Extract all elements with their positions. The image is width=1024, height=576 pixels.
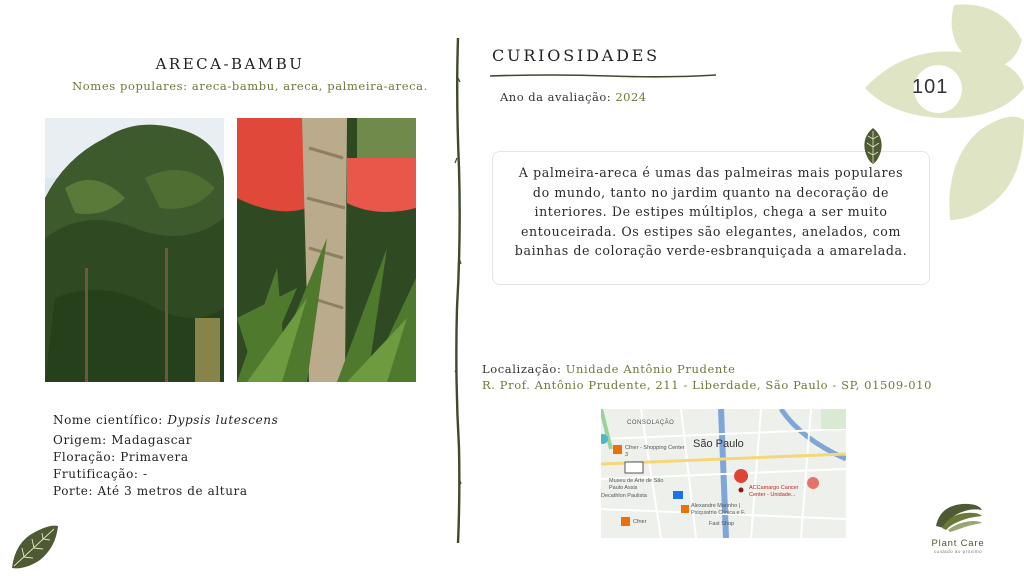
location-map[interactable] xyxy=(601,409,846,538)
brand-name: Plant Care xyxy=(931,538,985,549)
map-label-mall: Cfner - Shopping Center 3 xyxy=(625,445,685,458)
popular-names-label: Nomes populares: xyxy=(72,79,188,93)
evaluation-year xyxy=(500,90,647,104)
decorative-leaves xyxy=(850,0,1024,230)
map-label-district: CONSOLAÇÃO xyxy=(627,420,675,426)
popular-names xyxy=(40,79,460,93)
plant-title: ARECA-BAMBU xyxy=(155,55,305,73)
location-line xyxy=(482,361,932,377)
brand-tagline: cuidado ao próximo xyxy=(933,549,983,554)
plant-facts xyxy=(53,412,278,500)
map-label-decathlon: Decathlon Paulista xyxy=(601,493,647,499)
plant-photo-canopy xyxy=(45,118,224,382)
brand-logo-icon xyxy=(932,500,984,532)
plant-size: Porte: Até 3 metros de altura xyxy=(53,484,248,498)
location-address: R. Prof. Antônio Prudente, 211 - Liberdade, São Paulo - SP, 01509-010 xyxy=(482,378,932,392)
location-label: Localização: xyxy=(482,362,562,376)
map-label-cancer-center: ACCamargo Cancer Center - Unidade... xyxy=(749,485,799,498)
map-label-hospital: Alexandre Marinho | Psiquiatria Clínica e F. xyxy=(691,503,746,516)
page-number-badge: 101 xyxy=(912,76,949,98)
popular-names-value: areca-bambu, areca, palmeira-areca. xyxy=(191,79,428,93)
map-label-cfner: Cfner xyxy=(633,519,647,525)
location xyxy=(482,361,932,393)
map-label-fast-shop: Fast Shop xyxy=(709,521,735,527)
evaluation-year-label: Ano da avaliação: xyxy=(500,90,612,104)
brand-logo xyxy=(920,500,996,560)
leaf-icon xyxy=(862,127,884,165)
fruiting: Frutificação: - xyxy=(53,467,148,481)
plant-photo-trunk xyxy=(237,118,416,382)
flowering: Floração: Primavera xyxy=(53,450,189,464)
curiosities-underline xyxy=(490,66,716,76)
corner-leaf-icon xyxy=(10,522,60,570)
evaluation-year-value: 2024 xyxy=(615,90,647,104)
vertical-divider xyxy=(450,38,466,543)
curiosities-title: CURIOSIDADES xyxy=(492,46,660,65)
curiosities-text: A palmeira-areca é umas das palmeiras mais populares do mundo, tanto no jardim quanto na decoração de interiores. De estipes múltiplos, chega a ser muito entouceirada. Os estipes são elegantes, anelados, com bainhas de coloração verde-esbranquiçada a amarelada. xyxy=(492,151,930,285)
location-unit: Unidade Antônio Prudente xyxy=(565,362,736,376)
scientific-name-label: Nome científico: xyxy=(53,413,163,427)
scientific-name-value: Dypsis lutescens xyxy=(167,413,279,427)
origin: Origem: Madagascar xyxy=(53,433,193,447)
map-label-city: São Paulo xyxy=(693,438,744,450)
map-label-museum: Museu de Arte de São Paulo Assis xyxy=(609,478,664,491)
scientific-name xyxy=(53,412,278,429)
